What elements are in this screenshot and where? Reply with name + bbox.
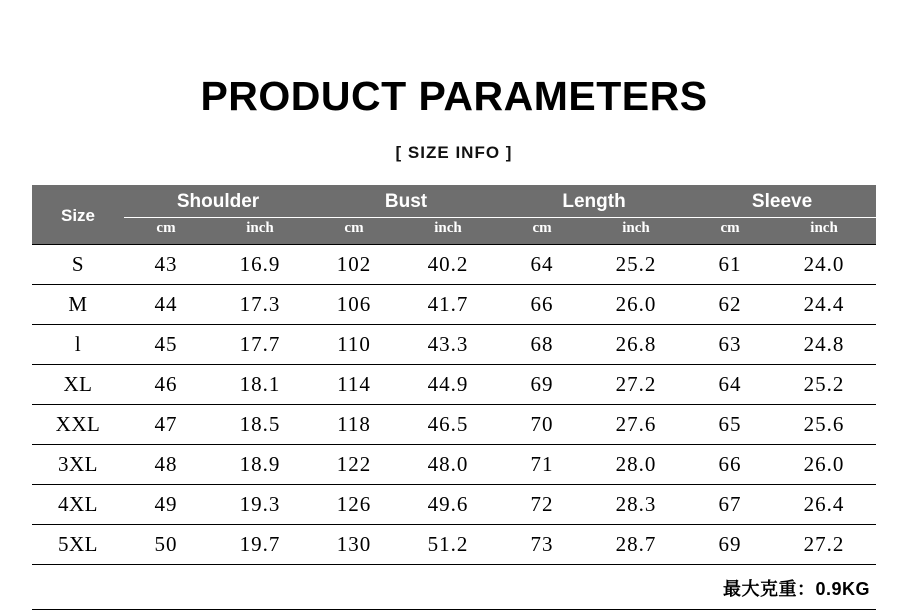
cell-shoulder-cm: 50 bbox=[124, 525, 208, 565]
header-unit-sleeve-inch: inch bbox=[772, 218, 876, 245]
cell-sleeve-cm: 66 bbox=[688, 445, 772, 485]
cell-shoulder-cm: 44 bbox=[124, 285, 208, 325]
cell-size: 3XL bbox=[32, 445, 124, 485]
table-footnote-row bbox=[32, 565, 876, 610]
cell-shoulder-cm: 45 bbox=[124, 325, 208, 365]
cell-bust-inch: 48.0 bbox=[396, 445, 500, 485]
cell-size: 5XL bbox=[32, 525, 124, 565]
cell-length-cm: 71 bbox=[500, 445, 584, 485]
cell-length-cm: 70 bbox=[500, 405, 584, 445]
cell-shoulder-cm: 48 bbox=[124, 445, 208, 485]
cell-bust-cm: 114 bbox=[312, 365, 396, 405]
cell-sleeve-inch: 24.4 bbox=[772, 285, 876, 325]
cell-length-inch: 27.6 bbox=[584, 405, 688, 445]
table-row bbox=[32, 445, 876, 485]
header-unit-bust-inch: inch bbox=[396, 218, 500, 245]
cell-shoulder-inch: 16.9 bbox=[208, 245, 312, 285]
cell-shoulder-cm: 46 bbox=[124, 365, 208, 405]
table-row bbox=[32, 525, 876, 565]
cell-bust-inch: 43.3 bbox=[396, 325, 500, 365]
cell-sleeve-inch: 26.0 bbox=[772, 445, 876, 485]
cell-bust-inch: 40.2 bbox=[396, 245, 500, 285]
cell-bust-cm: 122 bbox=[312, 445, 396, 485]
table-row bbox=[32, 405, 876, 445]
cell-bust-inch: 41.7 bbox=[396, 285, 500, 325]
cell-shoulder-cm: 47 bbox=[124, 405, 208, 445]
header-group-sleeve: Sleeve bbox=[688, 185, 876, 218]
size-table bbox=[32, 185, 876, 610]
header-group-length: Length bbox=[500, 185, 688, 218]
page-title: PRODUCT PARAMETERS bbox=[200, 73, 708, 119]
header-unit-shoulder-inch: inch bbox=[208, 218, 312, 245]
cell-shoulder-inch: 19.3 bbox=[208, 485, 312, 525]
cell-bust-cm: 118 bbox=[312, 405, 396, 445]
header-unit-sleeve-cm: cm bbox=[688, 218, 772, 245]
cell-shoulder-inch: 18.1 bbox=[208, 365, 312, 405]
cell-size: XL bbox=[32, 365, 124, 405]
cell-sleeve-cm: 65 bbox=[688, 405, 772, 445]
cell-length-cm: 66 bbox=[500, 285, 584, 325]
header-unit-shoulder-cm: cm bbox=[124, 218, 208, 245]
page-subtitle: [ SIZE INFO ] bbox=[395, 143, 513, 162]
cell-size: M bbox=[32, 285, 124, 325]
table-header-groups bbox=[32, 185, 876, 218]
header-size: Size bbox=[32, 185, 124, 245]
cell-bust-inch: 51.2 bbox=[396, 525, 500, 565]
cell-sleeve-cm: 67 bbox=[688, 485, 772, 525]
cell-bust-inch: 44.9 bbox=[396, 365, 500, 405]
table-row bbox=[32, 485, 876, 525]
cell-sleeve-cm: 61 bbox=[688, 245, 772, 285]
cell-sleeve-cm: 64 bbox=[688, 365, 772, 405]
cell-sleeve-inch: 27.2 bbox=[772, 525, 876, 565]
cell-bust-inch: 49.6 bbox=[396, 485, 500, 525]
cell-size: l bbox=[32, 325, 124, 365]
cell-size: XXL bbox=[32, 405, 124, 445]
cell-shoulder-cm: 43 bbox=[124, 245, 208, 285]
cell-sleeve-cm: 63 bbox=[688, 325, 772, 365]
cell-bust-cm: 126 bbox=[312, 485, 396, 525]
cell-shoulder-inch: 17.3 bbox=[208, 285, 312, 325]
cell-length-cm: 64 bbox=[500, 245, 584, 285]
cell-length-inch: 28.7 bbox=[584, 525, 688, 565]
max-weight-note: 最大克重：0.9KG bbox=[32, 565, 876, 610]
cell-shoulder-inch: 17.7 bbox=[208, 325, 312, 365]
cell-length-cm: 72 bbox=[500, 485, 584, 525]
header-group-bust: Bust bbox=[312, 185, 500, 218]
size-table-container bbox=[32, 185, 872, 610]
cell-sleeve-inch: 25.2 bbox=[772, 365, 876, 405]
cell-sleeve-inch: 25.6 bbox=[772, 405, 876, 445]
cell-bust-cm: 130 bbox=[312, 525, 396, 565]
cell-length-inch: 27.2 bbox=[584, 365, 688, 405]
table-row bbox=[32, 365, 876, 405]
table-row bbox=[32, 325, 876, 365]
cell-shoulder-inch: 18.5 bbox=[208, 405, 312, 445]
cell-shoulder-cm: 49 bbox=[124, 485, 208, 525]
table-head bbox=[32, 185, 876, 245]
cell-sleeve-inch: 26.4 bbox=[772, 485, 876, 525]
cell-size: 4XL bbox=[32, 485, 124, 525]
cell-length-inch: 28.0 bbox=[584, 445, 688, 485]
header-unit-length-cm: cm bbox=[500, 218, 584, 245]
cell-bust-cm: 110 bbox=[312, 325, 396, 365]
cell-sleeve-cm: 62 bbox=[688, 285, 772, 325]
cell-length-cm: 69 bbox=[500, 365, 584, 405]
table-row bbox=[32, 285, 876, 325]
cell-size: S bbox=[32, 245, 124, 285]
cell-bust-cm: 102 bbox=[312, 245, 396, 285]
cell-sleeve-inch: 24.0 bbox=[772, 245, 876, 285]
cell-sleeve-cm: 69 bbox=[688, 525, 772, 565]
cell-length-cm: 68 bbox=[500, 325, 584, 365]
cell-length-inch: 28.3 bbox=[584, 485, 688, 525]
header-group-shoulder: Shoulder bbox=[124, 185, 312, 218]
cell-shoulder-inch: 18.9 bbox=[208, 445, 312, 485]
cell-shoulder-inch: 19.7 bbox=[208, 525, 312, 565]
table-row bbox=[32, 245, 876, 285]
cell-bust-cm: 106 bbox=[312, 285, 396, 325]
cell-length-cm: 73 bbox=[500, 525, 584, 565]
cell-bust-inch: 46.5 bbox=[396, 405, 500, 445]
header-unit-length-inch: inch bbox=[584, 218, 688, 245]
table-header-units bbox=[32, 218, 876, 245]
cell-length-inch: 26.0 bbox=[584, 285, 688, 325]
cell-length-inch: 26.8 bbox=[584, 325, 688, 365]
table-body bbox=[32, 245, 876, 610]
cell-length-inch: 25.2 bbox=[584, 245, 688, 285]
header-unit-bust-cm: cm bbox=[312, 218, 396, 245]
cell-sleeve-inch: 24.8 bbox=[772, 325, 876, 365]
